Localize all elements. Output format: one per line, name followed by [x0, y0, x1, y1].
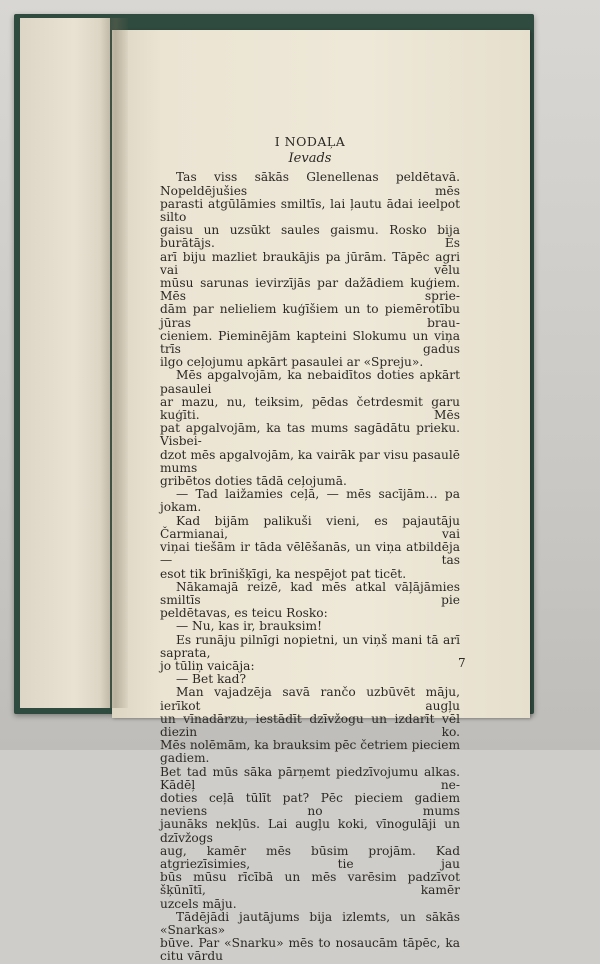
text-line: Tādējādi jautājums bija izlemts, un sākās «Snarkas»: [160, 909, 460, 937]
text-line: būs mūsu rīcībā un mēs varēsim padzīvot šķūnītī, kamēr: [160, 870, 460, 898]
text-line: esot tik brīnišķīgi, ka nespējot pat ticēt.: [160, 566, 407, 581]
text-line: ilgo ceļojumu apkārt pasaulei ar «Spreju».: [160, 355, 424, 370]
text-line: — Nu, kas ir, brauksim!: [176, 619, 322, 634]
text-line: gaisu un uzsūkt saules gaismu. Rosko bija burātājs. Es: [160, 223, 460, 251]
text-line: viņai tiešām ir tāda vēlēšanās, un viņa atbildēja — tas: [160, 540, 460, 568]
show-through-text: [436, 80, 506, 120]
text-line: doties ceļā tūlīt pat? Pēc pieciem gadiem neviens no mums: [160, 790, 460, 819]
text-line: parasti atgūlāmies smiltīs, lai ļautu ādai ieelpot silto: [160, 196, 460, 225]
text-line: aug, kamēr mēs būsim projām. Kad atgriezīsimies, tie jau: [160, 843, 460, 871]
text-line: Tas viss sākās Glenellenas peldētavā. Nopeldējušies mēs: [160, 170, 460, 198]
left-page: [20, 18, 110, 708]
text-line: jaunāks nekļūs. Lai augļu koki, vīnogulāji un dzīvžogs: [160, 817, 460, 845]
chapter-subtitle: Ievads: [288, 151, 332, 167]
text-line: Bet tad mūs sāka pārņemt piedzīvojumu alkas. Kādēļ ne-: [160, 764, 460, 792]
text-line: — Tad laižamies ceļā, — mēs sacījām… pa jokam.: [160, 487, 460, 515]
text-line: būve. Par «Snarku» mēs to nosaucām tāpēc, ka citu vārdu: [160, 936, 460, 964]
text-line: Kad bijām palikuši vieni, es pajautāju Čarmianai, vai: [160, 513, 460, 541]
chapter-title: I NODAĻA: [274, 134, 346, 149]
text-line: ar mazu, nu, teiksim, pēdas četrdesmit garu kuģīti. Mēs: [160, 394, 460, 423]
page-text-block: [160, 135, 460, 964]
text-line: mūsu sarunas ievirzījās par dažādiem kuģiem. Mēs sprie-: [160, 276, 460, 304]
text-line: Mēs nolēmām, ka brauksim pēc četriem pieciem gadiem.: [160, 738, 460, 766]
text-line: Mēs apgalvojām, ka nebaidītos doties apkārt pasaulei: [160, 368, 460, 396]
text-line: jo tūliņ vaicāja:: [160, 658, 255, 673]
text-line: uzcels māju.: [160, 896, 237, 911]
text-line: cieniem. Pieminējām kapteini Slokumu un viņa trīs gadus: [160, 328, 460, 357]
text-line: Man vajadzēja savā rančo uzbūvēt māju, ierīkot augļu: [160, 685, 460, 713]
text-line: — Bet kad?: [176, 672, 246, 687]
page-number: 7: [458, 656, 466, 670]
text-line: Es runāju pilnīgi nopietni, un viņš mani tā arī saprata,: [160, 632, 460, 660]
book-gutter: [100, 18, 128, 708]
text-line: gribētos doties tādā ceļojumā.: [160, 474, 347, 489]
text-line: un vīnadārzu, iestādīt dzīvžogu un izdarīt vēl diezin ko.: [160, 711, 460, 739]
text-line: arī biju mazliet braukājis pa jūrām. Tāpēc agri vai vēlu: [160, 249, 460, 277]
text-line: peldētavas, es teicu Rosko:: [160, 606, 328, 621]
text-line: pat apgalvojām, ka tas mums sagādātu prieku. Visbei-: [160, 421, 460, 449]
text-line: dzot mēs apgalvojām, ka vairāk par visu pasaulē mums: [160, 447, 460, 475]
body-text: [160, 171, 460, 963]
text-line: Nākamajā reizē, kad mēs atkal vāļājāmies smiltīs pie: [160, 579, 460, 607]
text-line: dām par nelieliem kuģīšiem un to piemērotību jūras brau-: [160, 302, 460, 330]
